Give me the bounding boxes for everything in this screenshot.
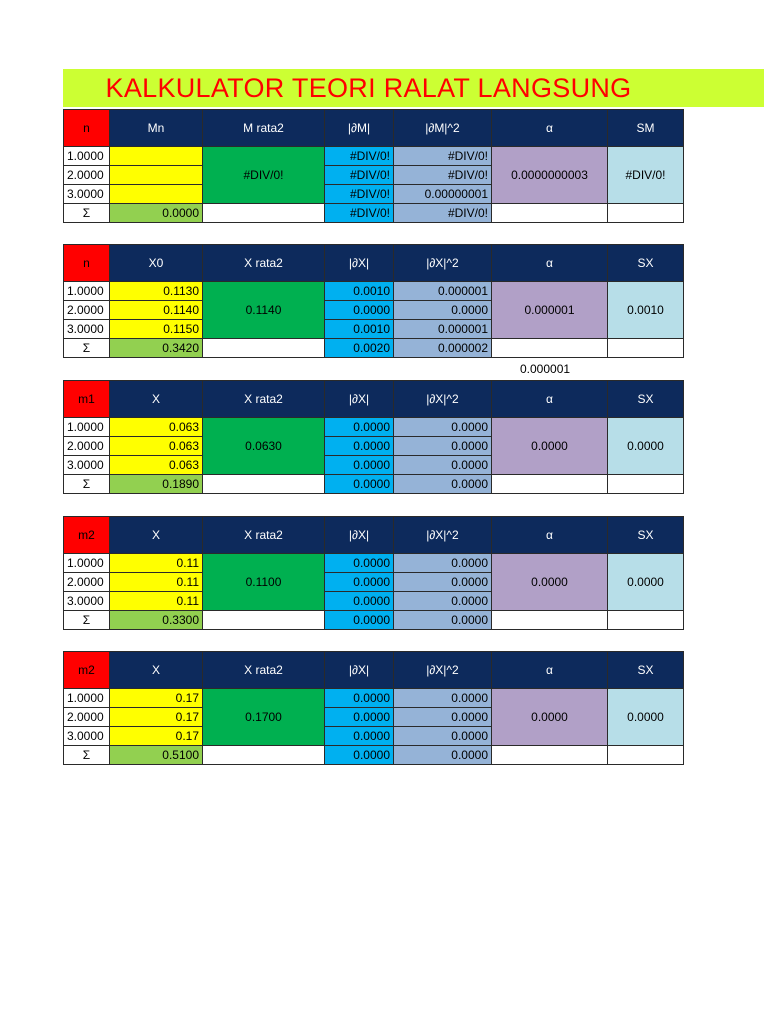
deviation-cell[interactable]: #DIV/0! xyxy=(325,185,394,204)
sum-row xyxy=(64,475,684,494)
deviation-cell[interactable]: 0.0000 xyxy=(325,418,394,437)
column-header: X xyxy=(110,517,203,554)
table-row xyxy=(64,147,684,166)
column-header: m2 xyxy=(64,517,110,554)
deviation-squared-cell[interactable]: 0.0000 xyxy=(394,727,492,746)
column-header: |∂X| xyxy=(325,652,394,689)
note-value: 0.000001 xyxy=(520,362,571,376)
sum-value-cell[interactable]: 0.1890 xyxy=(110,475,203,494)
std-error-cell[interactable]: 0.0000 xyxy=(608,689,684,746)
deviation-cell[interactable]: 0.0000 xyxy=(325,437,394,456)
column-header: SX xyxy=(608,381,684,418)
column-header: SX xyxy=(608,517,684,554)
row-index-cell[interactable]: 2.0000 xyxy=(64,573,110,592)
table-row xyxy=(64,689,684,708)
row-index-cell[interactable]: 2.0000 xyxy=(64,437,110,456)
empty-cell[interactable] xyxy=(608,475,684,494)
table-row xyxy=(64,418,684,437)
empty-cell[interactable] xyxy=(608,746,684,765)
empty-cell[interactable] xyxy=(492,204,608,223)
mean-cell[interactable]: #DIV/0! xyxy=(203,147,325,204)
deviation-cell[interactable]: 0.0010 xyxy=(325,320,394,339)
sum-label-cell: Σ xyxy=(64,611,110,630)
deviation-squared-cell[interactable]: 0.0000 xyxy=(394,301,492,320)
sum-row xyxy=(64,746,684,765)
sum-value-cell[interactable]: 0.0000 xyxy=(110,204,203,223)
row-index-cell[interactable]: 3.0000 xyxy=(64,320,110,339)
alpha-cell[interactable]: 0.000001 xyxy=(492,282,608,339)
column-header: Mn xyxy=(110,110,203,147)
sum-deviation-squared-cell[interactable]: 0.0000 xyxy=(394,475,492,494)
std-error-cell[interactable]: 0.0010 xyxy=(608,282,684,339)
sum-deviation-squared-cell[interactable]: 0.0000 xyxy=(394,746,492,765)
deviation-cell[interactable]: #DIV/0! xyxy=(325,166,394,185)
column-header: X xyxy=(110,652,203,689)
column-header: X rata2 xyxy=(203,652,325,689)
empty-cell[interactable] xyxy=(203,204,325,223)
empty-cell[interactable] xyxy=(608,611,684,630)
sum-label-cell: Σ xyxy=(64,475,110,494)
column-header: M rata2 xyxy=(203,110,325,147)
row-index-cell[interactable]: 3.0000 xyxy=(64,185,110,204)
calc-table-2 xyxy=(63,244,684,358)
alpha-cell[interactable]: 0.0000 xyxy=(492,689,608,746)
deviation-cell[interactable]: #DIV/0! xyxy=(325,147,394,166)
deviation-squared-cell[interactable]: 0.0000 xyxy=(394,708,492,727)
column-header: α xyxy=(492,517,608,554)
sum-row xyxy=(64,204,684,223)
calc-table-3 xyxy=(63,380,684,494)
sum-label-cell: Σ xyxy=(64,204,110,223)
sum-row xyxy=(64,611,684,630)
column-header: X0 xyxy=(110,245,203,282)
row-index-cell[interactable]: 1.0000 xyxy=(64,418,110,437)
column-header: n xyxy=(64,245,110,282)
sum-deviation-squared-cell[interactable]: #DIV/0! xyxy=(394,204,492,223)
std-error-cell[interactable]: 0.0000 xyxy=(608,418,684,475)
empty-cell[interactable] xyxy=(608,204,684,223)
row-index-cell[interactable]: 2.0000 xyxy=(64,301,110,320)
deviation-squared-cell[interactable]: #DIV/0! xyxy=(394,147,492,166)
input-value-cell[interactable]: 0.11 xyxy=(110,592,203,611)
deviation-squared-cell[interactable]: 0.000001 xyxy=(394,320,492,339)
column-header: X xyxy=(110,381,203,418)
column-header: m2 xyxy=(64,652,110,689)
sum-row xyxy=(64,339,684,358)
column-header: |∂X| xyxy=(325,245,394,282)
deviation-cell[interactable]: 0.0000 xyxy=(325,708,394,727)
column-header: X rata2 xyxy=(203,517,325,554)
mean-cell[interactable]: 0.1700 xyxy=(203,689,325,746)
input-value-cell[interactable]: 0.17 xyxy=(110,708,203,727)
column-header: α xyxy=(492,381,608,418)
column-header: |∂X| xyxy=(325,381,394,418)
input-value-cell[interactable]: 0.1140 xyxy=(110,301,203,320)
column-header: |∂X|^2 xyxy=(394,652,492,689)
sum-label-cell: Σ xyxy=(64,746,110,765)
column-header: |∂M| xyxy=(325,110,394,147)
header-row xyxy=(64,245,684,282)
input-value-cell[interactable]: 0.1130 xyxy=(110,282,203,301)
header-row xyxy=(64,517,684,554)
column-header: α xyxy=(492,652,608,689)
input-value-cell[interactable]: 0.11 xyxy=(110,573,203,592)
row-index-cell[interactable]: 2.0000 xyxy=(64,708,110,727)
empty-cell[interactable] xyxy=(492,339,608,358)
column-header: |∂X|^2 xyxy=(394,517,492,554)
input-value-cell[interactable]: 0.063 xyxy=(110,418,203,437)
sum-deviation-cell[interactable]: 0.0000 xyxy=(325,611,394,630)
deviation-squared-cell[interactable]: 0.0000 xyxy=(394,437,492,456)
page-title: KALKULATOR TEORI RALAT LANGSUNG xyxy=(105,72,632,103)
input-value-cell[interactable] xyxy=(110,166,203,185)
column-header: X rata2 xyxy=(203,381,325,418)
column-header: X rata2 xyxy=(203,245,325,282)
deviation-cell[interactable]: 0.0000 xyxy=(325,727,394,746)
alpha-cell[interactable]: 0.0000000003 xyxy=(492,147,608,204)
sum-value-cell[interactable]: 0.3420 xyxy=(110,339,203,358)
empty-cell[interactable] xyxy=(203,746,325,765)
deviation-squared-cell[interactable]: 0.0000 xyxy=(394,573,492,592)
alpha-cell[interactable]: 0.0000 xyxy=(492,418,608,475)
empty-cell[interactable] xyxy=(608,339,684,358)
input-value-cell[interactable]: 0.17 xyxy=(110,689,203,708)
header-row xyxy=(64,381,684,418)
sum-deviation-cell[interactable]: 0.0020 xyxy=(325,339,394,358)
empty-cell[interactable] xyxy=(492,611,608,630)
empty-cell[interactable] xyxy=(203,339,325,358)
input-value-cell[interactable]: 0.11 xyxy=(110,554,203,573)
deviation-squared-cell[interactable]: 0.0000 xyxy=(394,456,492,475)
row-index-cell[interactable]: 3.0000 xyxy=(64,727,110,746)
empty-cell[interactable] xyxy=(492,746,608,765)
calc-table-5 xyxy=(63,651,684,765)
sum-value-cell[interactable]: 0.3300 xyxy=(110,611,203,630)
sum-deviation-squared-cell[interactable]: 0.0000 xyxy=(394,611,492,630)
row-index-cell[interactable]: 1.0000 xyxy=(64,689,110,708)
column-header: α xyxy=(492,110,608,147)
mean-cell[interactable]: 0.1140 xyxy=(203,282,325,339)
column-header: SX xyxy=(608,245,684,282)
column-header: n xyxy=(64,110,110,147)
std-error-cell[interactable]: #DIV/0! xyxy=(608,147,684,204)
input-value-cell[interactable]: 0.17 xyxy=(110,727,203,746)
mean-cell[interactable]: 0.1100 xyxy=(203,554,325,611)
row-index-cell[interactable]: 3.0000 xyxy=(64,456,110,475)
input-value-cell[interactable] xyxy=(110,147,203,166)
empty-cell[interactable] xyxy=(203,475,325,494)
column-header: |∂X|^2 xyxy=(394,245,492,282)
deviation-cell[interactable]: 0.0000 xyxy=(325,301,394,320)
deviation-cell[interactable]: 0.0010 xyxy=(325,282,394,301)
deviation-squared-cell[interactable]: #DIV/0! xyxy=(394,166,492,185)
sum-deviation-cell[interactable]: 0.0000 xyxy=(325,746,394,765)
deviation-cell[interactable]: 0.0000 xyxy=(325,456,394,475)
deviation-squared-cell[interactable]: 0.0000 xyxy=(394,689,492,708)
input-value-cell[interactable]: 0.1150 xyxy=(110,320,203,339)
header-row xyxy=(64,110,684,147)
sum-deviation-cell[interactable]: 0.0000 xyxy=(325,475,394,494)
column-header: |∂M|^2 xyxy=(394,110,492,147)
header-row xyxy=(64,652,684,689)
input-value-cell[interactable] xyxy=(110,185,203,204)
deviation-cell[interactable]: 0.0000 xyxy=(325,554,394,573)
empty-cell[interactable] xyxy=(492,475,608,494)
calc-table-1 xyxy=(63,109,684,223)
deviation-squared-cell[interactable]: 0.000001 xyxy=(394,282,492,301)
row-index-cell[interactable]: 2.0000 xyxy=(64,166,110,185)
alpha-cell[interactable]: 0.0000 xyxy=(492,554,608,611)
input-value-cell[interactable]: 0.063 xyxy=(110,456,203,475)
deviation-squared-cell[interactable]: 0.0000 xyxy=(394,554,492,573)
deviation-squared-cell[interactable]: 0.0000 xyxy=(394,418,492,437)
deviation-cell[interactable]: 0.0000 xyxy=(325,573,394,592)
deviation-squared-cell[interactable]: 0.0000 xyxy=(394,592,492,611)
row-index-cell[interactable]: 1.0000 xyxy=(64,554,110,573)
title-bar xyxy=(63,69,764,107)
sum-deviation-cell[interactable]: #DIV/0! xyxy=(325,204,394,223)
column-header: |∂X|^2 xyxy=(394,381,492,418)
column-header: α xyxy=(492,245,608,282)
column-header: m1 xyxy=(64,381,110,418)
row-index-cell[interactable]: 3.0000 xyxy=(64,592,110,611)
sum-value-cell[interactable]: 0.5100 xyxy=(110,746,203,765)
row-index-cell[interactable]: 1.0000 xyxy=(64,147,110,166)
column-header: SM xyxy=(608,110,684,147)
column-header: |∂X| xyxy=(325,517,394,554)
column-header: SX xyxy=(608,652,684,689)
deviation-squared-cell[interactable]: 0.00000001 xyxy=(394,185,492,204)
empty-cell[interactable] xyxy=(203,611,325,630)
input-value-cell[interactable]: 0.063 xyxy=(110,437,203,456)
deviation-cell[interactable]: 0.0000 xyxy=(325,689,394,708)
mean-cell[interactable]: 0.0630 xyxy=(203,418,325,475)
table-row xyxy=(64,554,684,573)
std-error-cell[interactable]: 0.0000 xyxy=(608,554,684,611)
sum-label-cell: Σ xyxy=(64,339,110,358)
sum-deviation-squared-cell[interactable]: 0.000002 xyxy=(394,339,492,358)
table-row xyxy=(64,282,684,301)
calc-table-4 xyxy=(63,516,684,630)
deviation-cell[interactable]: 0.0000 xyxy=(325,592,394,611)
row-index-cell[interactable]: 1.0000 xyxy=(64,282,110,301)
